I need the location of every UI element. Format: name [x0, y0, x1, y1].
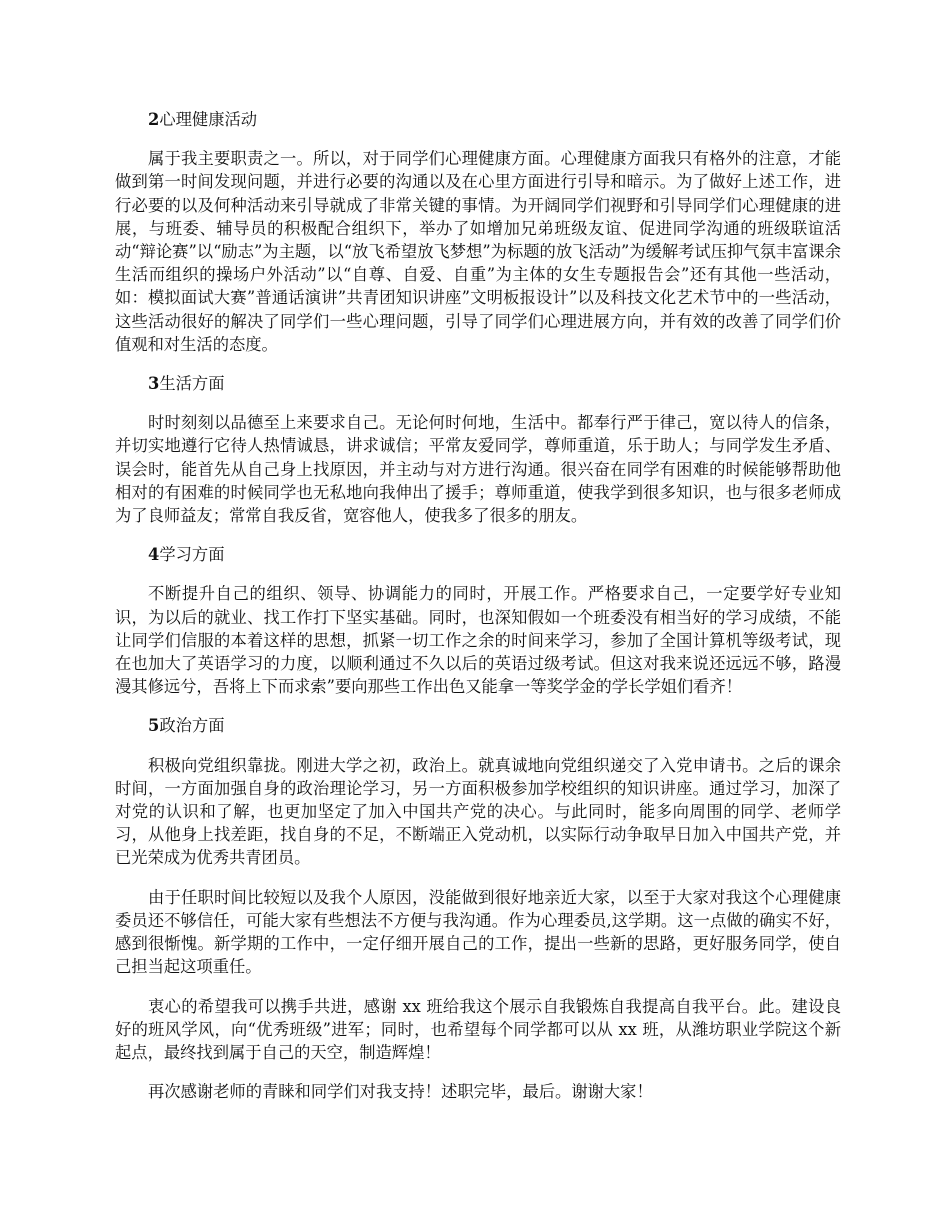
section-heading-2: [115, 108, 841, 131]
section-title: 心理健康活动: [159, 110, 258, 129]
paragraph: 衷心的希望我可以携手共进，感谢 xx 班给我这个展示自我锻炼自我提高自我平台。此。建设良好的班风学风，向“优秀班级”进军；同时，也希望每个同学都可以从 xx 班，从潍坊职业学院这个新起点，最终找到属于自己的天空，制造辉煌！: [115, 996, 841, 1062]
paragraph: 不断提升自己的组织、领导、协调能力的同时，开展工作。严格要求自己，一定要学好专业知识，为以后的就业、找工作打下坚实基础。同时，也深知假如一个班委没有相当好的学习成绩，不能让同学们信服的本着这样的思想，抓紧一切工作之余的时间来学习，参加了全国计算机等级考试，现在也加大了英语学习的力度，以顺利通过不久以后的英语过级考试。但这对我来说还远远不够，路漫漫其修远兮，吾将上下而求索”要向那些工作出色又能拿一等奖学金的学长学姐们看齐！: [115, 584, 841, 697]
paragraph: 积极向党组织靠拢。刚进大学之初，政治上。就真诚地向党组织递交了入党申请书。之后的课余时间，一方面加强自身的政治理论学习，另一方面积极参加学校组织的知识讲座。通过学习，加深了对党的认识和了解，也更加坚定了加入中国共产党的决心。与此同时，能多向周围的同学、老师学习，从他身上找差距，找自身的不足，不断端正入党动机，以实际行动争取早日加入中国共产党，并已光荣成为优秀共青团员。: [115, 755, 841, 868]
paragraph: 时时刻刻以品德至上来要求自己。无论何时何地，生活中。都奉行严于律己，宽以待人的信条，并切实地遵行它待人热情诚恳，讲求诚信；平常友爱同学，尊师重道，乐于助人；与同学发生矛盾、误会时，能首先从自己身上找原因，并主动与对方进行沟通。很兴奋在同学有困难的时候能够帮助他相对的有困难的时候同学也无私地向我伸出了援手；尊师重道，使我学到很多知识，也与很多老师成为了良师益友；常常自我反省，宽容他人，使我多了很多的朋友。: [115, 413, 841, 526]
section-heading-4: [115, 543, 841, 566]
paragraph: 由于任职时间比较短以及我个人原因，没能做到很好地亲近大家，以至于大家对我这个心理健康委员还不够信任，可能大家有些想法不方便与我沟通。作为心理委员,这学期。这一点做的确实不好，感到很惭愧。新学期的工作中，一定仔细开展自己的工作，提出一些新的思路，更好服务同学，使自己担当起这项重任。: [115, 887, 841, 977]
section-number: 3: [148, 374, 160, 394]
section-number: 5: [148, 716, 160, 736]
paragraph: 属于我主要职责之一。所以，对于同学们心理健康方面。心理健康方面我只有格外的注意，才能做到第一时间发现问题，并进行必要的沟通以及在心里方面进行引导和暗示。为了做好上述工作，进行必要的以及何种活动来引导就成了非常关键的事情。为开阔同学们视野和引导同学们心理健康的进展，与班委、辅导员的积极配合组织下，举办了如增加兄弟班级友谊、促进同学沟通的班级联谊活动“辩论赛”以“励志”为主题，以“放飞希望放飞梦想”为标题的放飞活动”为缓解考试压抑气氛丰富课余生活而组织的操场户外活动”以“自尊、自爱、自重”为主体的女生专题报告会”还有其他一些活动，如：模拟面试大赛”普通话演讲”共青团知识讲座”文明板报设计”以及科技文化艺术节中的一些活动，这些活动很好的解决了同学们一些心理问题，引导了同学们心理进展方向，并有效的改善了同学们价值观和对生活的态度。: [115, 149, 841, 354]
section-heading-3: [115, 372, 841, 395]
paragraph: 再次感谢老师的青睐和同学们对我支持！述职完毕，最后。谢谢大家！: [148, 1082, 653, 1102]
section-title: 政治方面: [159, 716, 225, 736]
section-title: 学习方面: [159, 545, 225, 565]
document-page: [115, 108, 841, 1119]
section-number: 4: [148, 545, 160, 565]
section-title: 生活方面: [159, 374, 225, 394]
section-number: 2: [148, 110, 160, 129]
section-heading-5: [115, 714, 841, 737]
